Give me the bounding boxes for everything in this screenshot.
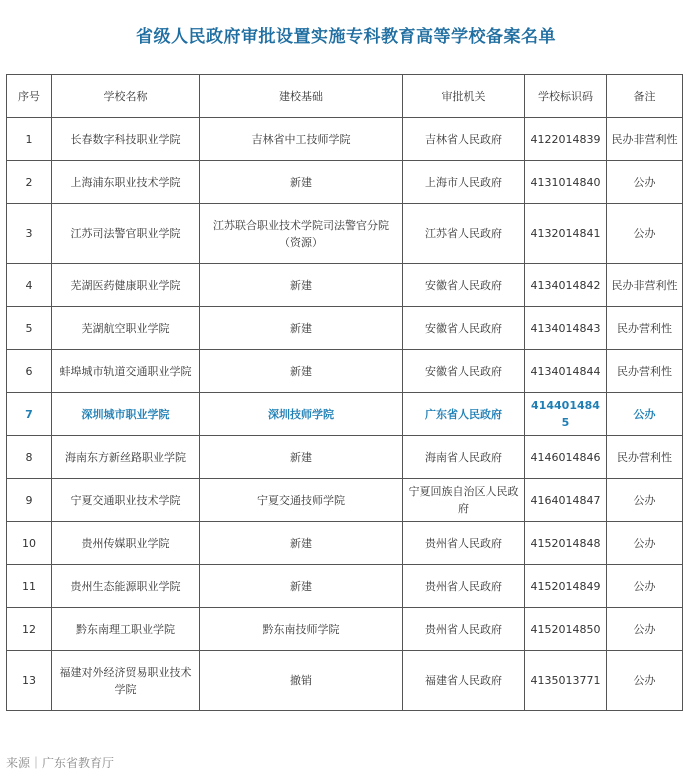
cell-serial: 5 [7,307,52,350]
table-row [7,608,683,651]
cell-school-code: 4134014843 [525,307,607,350]
cell-serial: 10 [7,522,52,565]
cell-school-code: 4134014844 [525,350,607,393]
cell-founding-basis: 吉林省中工技师学院 [200,118,403,161]
cell-approval-authority: 贵州省人民政府 [403,522,525,565]
cell-school-code: 4144014845 [525,393,607,436]
cell-serial: 6 [7,350,52,393]
table-header-row [7,75,683,118]
cell-remarks: 民办营利性 [607,307,683,350]
cell-remarks: 民办营利性 [607,436,683,479]
cell-remarks: 公办 [607,565,683,608]
cell-school-name: 上海浦东职业技术学院 [52,161,200,204]
header-approval-authority: 审批机关 [403,75,525,118]
cell-approval-authority: 安徽省人民政府 [403,307,525,350]
header-remarks: 备注 [607,75,683,118]
cell-remarks: 民办非营利性 [607,118,683,161]
cell-approval-authority: 福建省人民政府 [403,651,525,711]
header-founding-basis: 建校基础 [200,75,403,118]
table-row [7,307,683,350]
cell-founding-basis: 黔东南技师学院 [200,608,403,651]
table-row [7,436,683,479]
cell-remarks: 公办 [607,651,683,711]
cell-founding-basis: 宁夏交通技师学院 [200,479,403,522]
cell-serial: 4 [7,264,52,307]
cell-approval-authority: 贵州省人民政府 [403,565,525,608]
cell-school-code: 4152014848 [525,522,607,565]
cell-school-name: 海南东方新丝路职业学院 [52,436,200,479]
table-row [7,118,683,161]
cell-founding-basis: 新建 [200,264,403,307]
table-row [7,350,683,393]
cell-remarks: 公办 [607,393,683,436]
cell-approval-authority: 吉林省人民政府 [403,118,525,161]
cell-founding-basis: 江苏联合职业技术学院司法警官分院（资源） [200,204,403,264]
table-row [7,264,683,307]
page-title: 省级人民政府审批设置实施专科教育高等学校备案名单 [136,27,556,47]
cell-school-code: 4131014840 [525,161,607,204]
school-roster-table [6,74,683,711]
cell-founding-basis: 深圳技师学院 [200,393,403,436]
cell-school-code: 4164014847 [525,479,607,522]
cell-school-name: 黔东南理工职业学院 [52,608,200,651]
cell-serial: 2 [7,161,52,204]
cell-founding-basis: 新建 [200,522,403,565]
header-school-code: 学校标识码 [525,75,607,118]
cell-school-name: 福建对外经济贸易职业技术学院 [52,651,200,711]
cell-school-code: 4122014839 [525,118,607,161]
cell-remarks: 民办营利性 [607,350,683,393]
table-row [7,161,683,204]
cell-school-name: 芜湖医药健康职业学院 [52,264,200,307]
cell-approval-authority: 宁夏回族自治区人民政府 [403,479,525,522]
table-row [7,479,683,522]
cell-school-name: 芜湖航空职业学院 [52,307,200,350]
cell-remarks: 公办 [607,479,683,522]
table-row [7,522,683,565]
cell-serial: 7 [7,393,52,436]
cell-approval-authority: 安徽省人民政府 [403,350,525,393]
source-caption: 来源｜广东省教育厅 [6,756,115,770]
cell-remarks: 公办 [607,161,683,204]
cell-school-code: 4152014850 [525,608,607,651]
cell-approval-authority: 贵州省人民政府 [403,608,525,651]
cell-school-name: 贵州生态能源职业学院 [52,565,200,608]
cell-approval-authority: 广东省人民政府 [403,393,525,436]
header-serial: 序号 [7,75,52,118]
cell-serial: 1 [7,118,52,161]
cell-school-code: 4132014841 [525,204,607,264]
table-row-highlighted [7,393,683,436]
cell-founding-basis: 新建 [200,436,403,479]
cell-serial: 9 [7,479,52,522]
cell-serial: 11 [7,565,52,608]
cell-school-name: 贵州传媒职业学院 [52,522,200,565]
cell-school-name: 蚌埠城市轨道交通职业学院 [52,350,200,393]
cell-remarks: 民办非营利性 [607,264,683,307]
cell-school-name: 江苏司法警官职业学院 [52,204,200,264]
cell-approval-authority: 上海市人民政府 [403,161,525,204]
cell-approval-authority: 江苏省人民政府 [403,204,525,264]
cell-approval-authority: 海南省人民政府 [403,436,525,479]
cell-school-name: 宁夏交通职业技术学院 [52,479,200,522]
cell-serial: 13 [7,651,52,711]
cell-founding-basis: 新建 [200,307,403,350]
cell-school-code: 4135013771 [525,651,607,711]
table-row [7,565,683,608]
cell-school-code: 4152014849 [525,565,607,608]
table-row [7,204,683,264]
cell-founding-basis: 新建 [200,161,403,204]
cell-school-code: 4134014842 [525,264,607,307]
cell-school-name: 长春数字科技职业学院 [52,118,200,161]
cell-serial: 8 [7,436,52,479]
cell-founding-basis: 新建 [200,350,403,393]
cell-serial: 3 [7,204,52,264]
cell-school-name: 深圳城市职业学院 [52,393,200,436]
cell-school-code: 4146014846 [525,436,607,479]
cell-founding-basis: 新建 [200,565,403,608]
header-school-name: 学校名称 [52,75,200,118]
cell-approval-authority: 安徽省人民政府 [403,264,525,307]
cell-serial: 12 [7,608,52,651]
cell-remarks: 公办 [607,522,683,565]
cell-remarks: 公办 [607,204,683,264]
table-row [7,651,683,711]
cell-founding-basis: 撤销 [200,651,403,711]
cell-remarks: 公办 [607,608,683,651]
